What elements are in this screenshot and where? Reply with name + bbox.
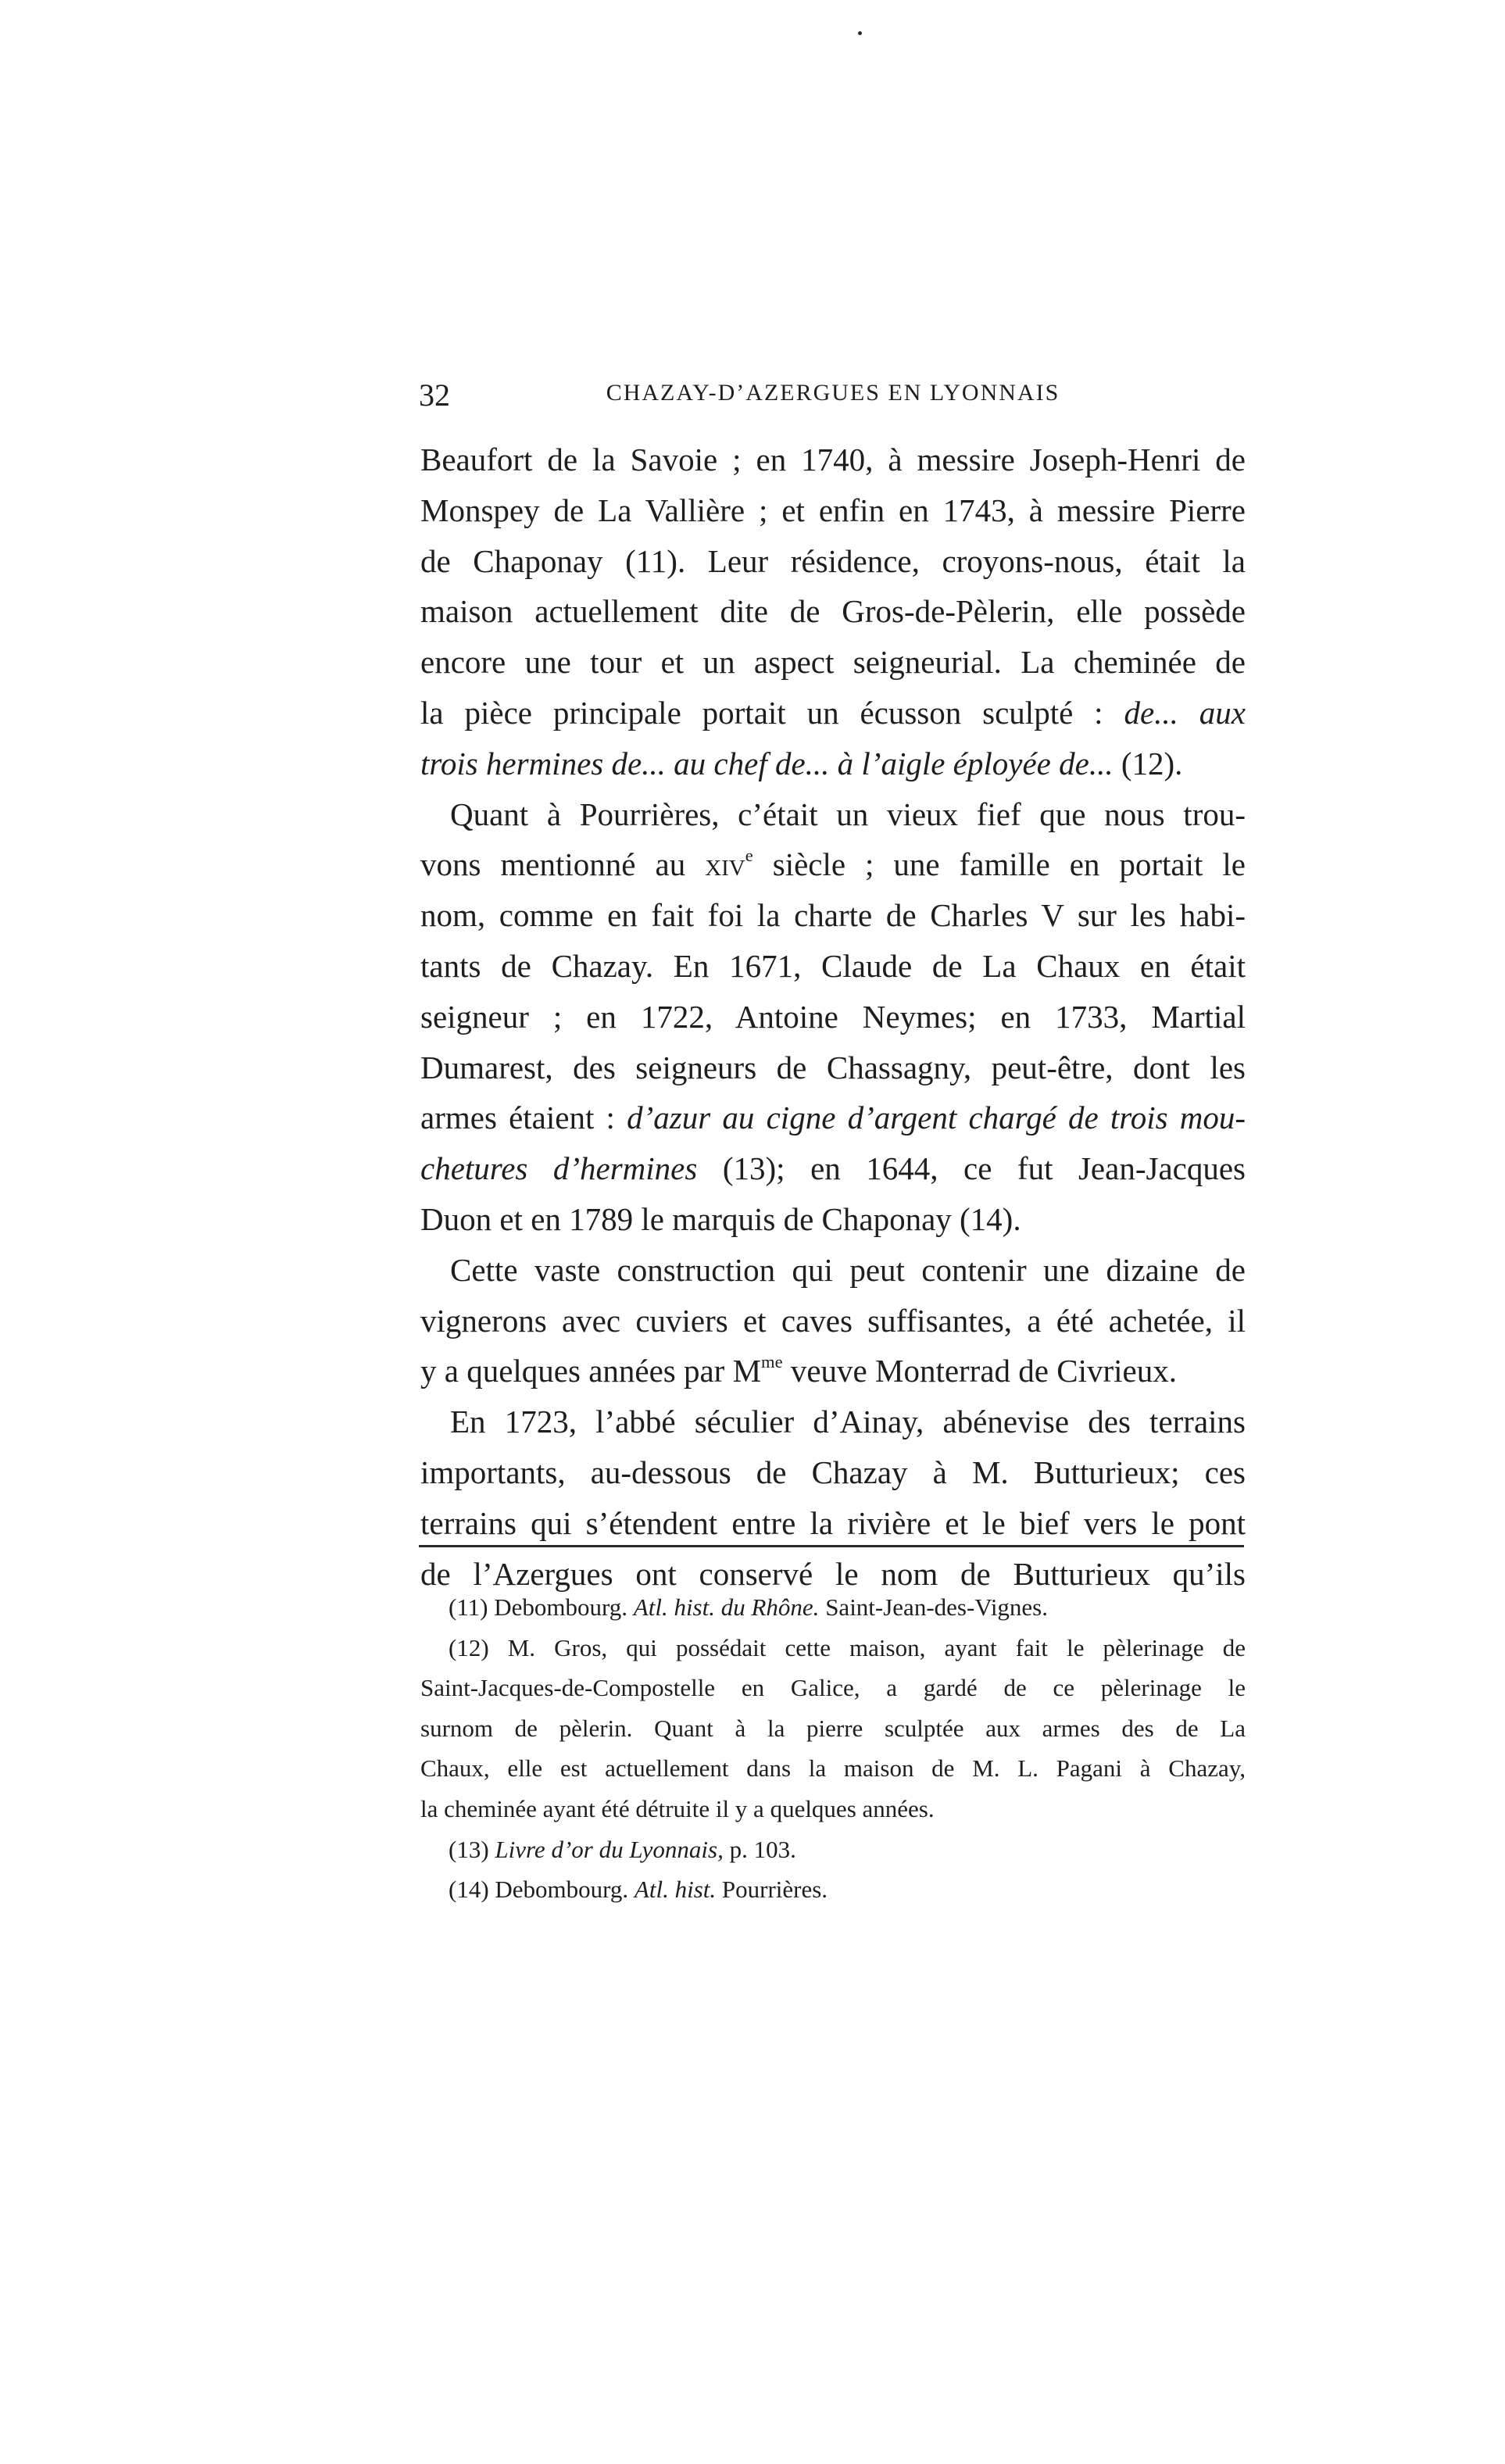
text-line: encore une tour et un aspect seigneurial. La cheminée de xyxy=(420,644,1246,681)
text-line: importants, au-dessous de Chazay à M. Butturieux; ces xyxy=(420,1454,1246,1490)
text-line: tants de Chazay. En 1671, Claude de La Chaux en était xyxy=(420,947,1246,984)
footnote-13: (13) Livre d’or du Lyonnais, p. 103. xyxy=(449,1835,796,1863)
text-line: de l’Azergues ont conservé le nom de Butturieux qu’ils xyxy=(420,1555,1246,1592)
footnote-line: Chaux, elle est actuellement dans la maison de M. L. Pagani à Chazay, xyxy=(420,1754,1246,1783)
footnotes xyxy=(420,1587,1246,1910)
text-line: chetures d’hermines (13); en 1644, ce fut Jean-Jacques xyxy=(420,1150,1246,1187)
footnote-line: Saint-Jacques-de-Compostelle en Galice, a gardé de ce pèlerinage le xyxy=(420,1674,1246,1702)
page-number: 32 xyxy=(419,377,450,413)
text-line: Duon et en 1789 le marquis de Chaponay (14). xyxy=(420,1200,1021,1237)
text-line: seigneur ; en 1722, Antoine Neymes; en 1733, Martial xyxy=(420,998,1246,1035)
footnote-line: surnom de pèlerin. Quant à la pierre sculptée aux armes des de La xyxy=(420,1714,1246,1742)
text-line: maison actuellement dite de Gros-de-Pèlerin, elle possède xyxy=(420,593,1246,630)
text-line: vons mentionné au xiv$^e$ siècle ; une famille en portait le xyxy=(420,846,1246,883)
text-line: nom, comme en fait foi la charte de Charles V sur les habi- xyxy=(420,897,1246,934)
text-line: Dumarest, des seigneurs de Chassagny, peut-être, dont les xyxy=(420,1049,1246,1085)
text-line: trois hermines de... au chef de... à l’aigle éployée de... (12). xyxy=(420,745,1183,781)
footnote-14: (14) Debombourg. Atl. hist. Pourrières. xyxy=(449,1876,828,1904)
century-numeral: xiv xyxy=(705,846,745,883)
paragraph-start: En 1723, l’abbé séculier d’Ainay, abénevise des terrains xyxy=(450,1404,1246,1440)
text-line: terrains qui s’étendent entre la rivière et le bief vers le pont xyxy=(420,1504,1246,1541)
text-line: Beaufort de la Savoie ; en 1740, à messire Joseph-Henri de xyxy=(420,442,1246,477)
page-header xyxy=(419,377,1247,424)
footnote-line: la cheminée ayant été détruite il y a quelques années. xyxy=(420,1794,935,1822)
paragraph-start: Quant à Pourrières, c’était un vieux fief que nous trou- xyxy=(450,796,1246,832)
footnote-11: (11) Debombourg. Atl. hist. du Rhône. Saint-Jean-des-Vignes. xyxy=(449,1593,1048,1621)
text-line: armes étaient : d’azur au cigne d’argent chargé de trois mou- xyxy=(420,1100,1246,1136)
body-text xyxy=(420,435,1246,1599)
text-line: Monspey de La Vallière ; et enfin en 1743, à messire Pierre xyxy=(420,492,1246,528)
printing-speck xyxy=(858,31,862,35)
text-line: de Chaponay (11). Leur résidence, croyons-nous, était la xyxy=(420,542,1246,579)
text-line: vignerons avec cuviers et caves suffisantes, a été achetée, il xyxy=(420,1302,1246,1339)
running-title: CHAZAY-D’AZERGUES EN LYONNAIS xyxy=(606,380,1060,406)
footnote-separator xyxy=(419,1545,1244,1547)
text-line: y a quelques années par $M^{me}$ veuve Monterrad de Civrieux. xyxy=(420,1352,1177,1389)
text-line: la pièce principale portait un écusson sculpté : de... aux xyxy=(420,694,1246,731)
footnote-12: (12) M. Gros, qui possédait cette maison, ayant fait le pèlerinage de xyxy=(449,1633,1246,1661)
paragraph-start: Cette vaste construction qui peut contenir une dizaine de xyxy=(450,1251,1246,1288)
